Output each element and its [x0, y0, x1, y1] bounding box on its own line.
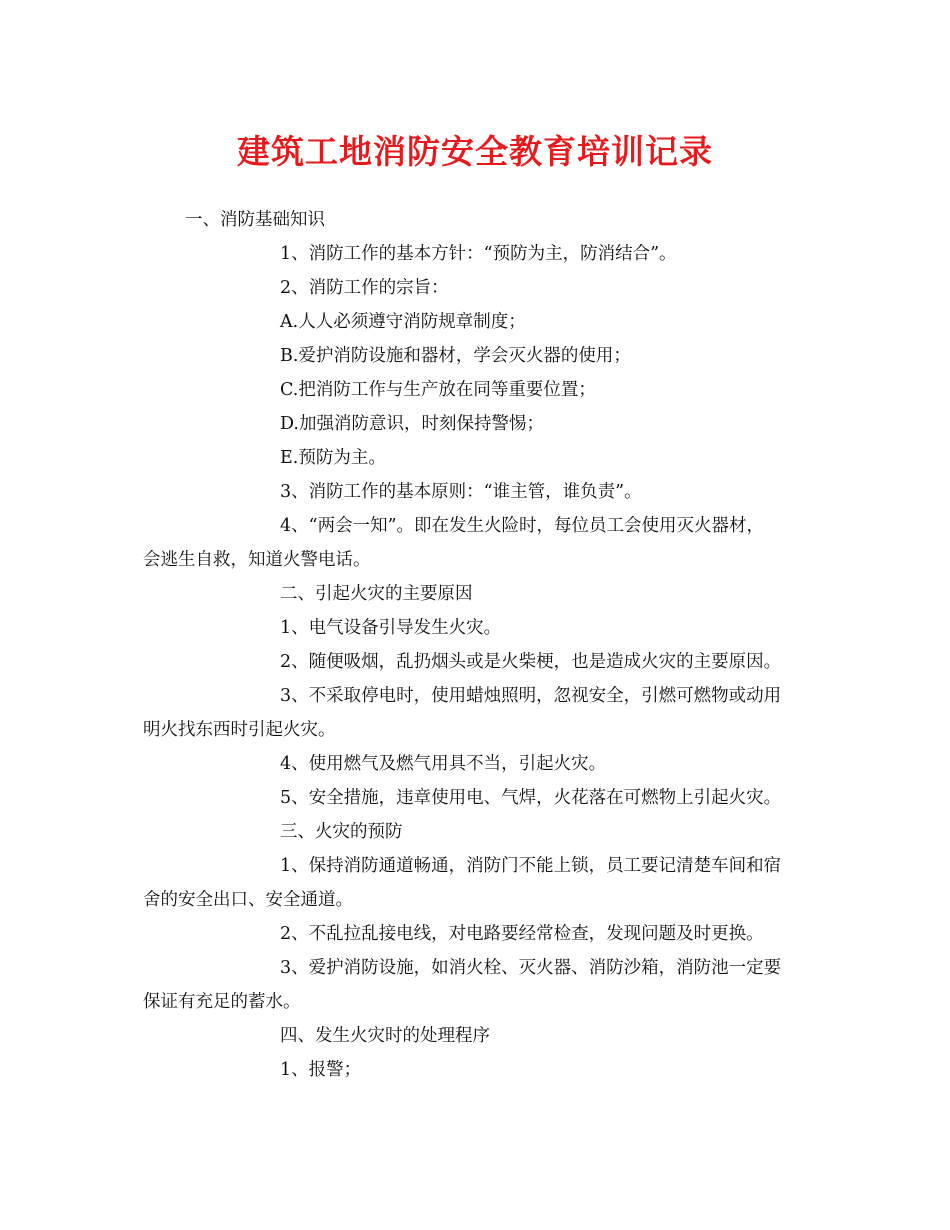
paragraph-line: 明火找东西时引起火灾。	[143, 720, 336, 740]
paragraph-line: 4、“两会一知”。即在发生火险时，每位员工会使用灭火器材，	[280, 516, 765, 536]
paragraph-line: 会逃生自救，知道火警电话。	[143, 550, 371, 570]
paragraph-line: 4、使用燃气及燃气用具不当，引起火灾。	[280, 754, 607, 774]
document-title: 建筑工地消防安全教育培训记录	[237, 132, 713, 171]
paragraph-line: 1、电气设备引导发生火灾。	[280, 618, 502, 638]
paragraph-line: 5、安全措施，违章使用电、气焊，火花落在可燃物上引起火灾。	[280, 788, 782, 808]
paragraph-line: 2、消防工作的宗旨：	[280, 278, 449, 298]
section-heading-4: 四、发生火灾时的处理程序	[280, 1026, 490, 1046]
list-item: B.爱护消防设施和器材，学会灭火器的使用；	[280, 346, 631, 366]
paragraph-line: 3、消防工作的基本原则：“谁主管，谁负责”。	[280, 482, 642, 502]
section-heading-3: 三、火灾的预防	[280, 822, 403, 842]
paragraph-line: 1、报警；	[280, 1060, 362, 1080]
section-heading-2: 二、引起火灾的主要原因	[280, 584, 473, 604]
paragraph-line: 保证有充足的蓄水。	[143, 992, 301, 1012]
paragraph-line: 舍的安全出口、安全通道。	[143, 890, 353, 910]
list-item: C.把消防工作与生产放在同等重要位置；	[280, 380, 596, 400]
list-item: A.人人必须遵守消防规章制度；	[280, 312, 526, 332]
paragraph-line: 2、不乱拉乱接电线，对电路要经常检查，发现问题及时更换。	[280, 924, 764, 944]
list-item: E.预防为主。	[280, 448, 386, 468]
paragraph-line: 1、消防工作的基本方针：“预防为主，防消结合”。	[280, 244, 677, 264]
paragraph-line: 3、不采取停电时，使用蜡烛照明，忽视安全，引燃可燃物或动用	[280, 686, 782, 706]
section-heading-1: 一、消防基础知识	[185, 210, 325, 230]
paragraph-line: 1、保持消防通道畅通，消防门不能上锁，员工要记清楚车间和宿	[280, 856, 782, 876]
list-item: D.加强消防意识，时刻保持警惕；	[280, 414, 544, 434]
paragraph-line: 2、随便吸烟，乱扔烟头或是火柴梗，也是造成火灾的主要原因。	[280, 652, 782, 672]
paragraph-line: 3、爱护消防设施，如消火栓、灭火器、消防沙箱，消防池一定要	[280, 958, 782, 978]
